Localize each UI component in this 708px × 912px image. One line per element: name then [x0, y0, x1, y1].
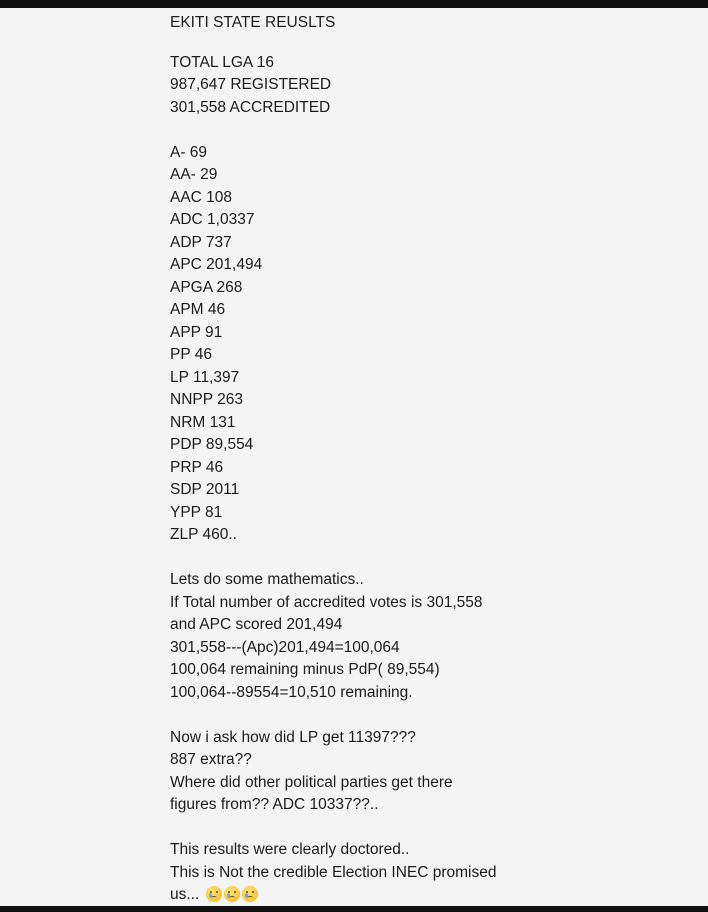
result-line: PP 46: [170, 346, 212, 363]
conclusion-last-line: [170, 884, 690, 907]
result-line: APC 201,494: [170, 256, 263, 273]
result-line: APGA 268: [170, 278, 243, 296]
math-line: and APC scored 201,494: [170, 616, 343, 633]
result-line: NRM 131: [170, 413, 236, 431]
math-line: Lets do some mathematics..: [170, 571, 364, 588]
question-line: Where did other political parties get there: [170, 773, 453, 791]
question-line: figures from?? ADC 10337??..: [170, 796, 379, 813]
summary-block: [170, 52, 690, 120]
result-line: ZLP 460..: [170, 526, 237, 543]
result-line: ADC 1,0337: [170, 211, 255, 228]
conclusion-last-text: us...: [170, 886, 200, 903]
question-line: Now i ask how did LP get 11397???: [170, 728, 416, 746]
math-line: 301,558---(Apc)201,494=100,064: [170, 638, 400, 656]
result-line: PRP 46: [170, 458, 224, 476]
conclusion-line: This is Not the credible Election INEC promised: [170, 863, 497, 881]
question-line: 887 extra??: [170, 751, 252, 768]
document-text: [170, 12, 690, 907]
math-line: 100,064 remaining minus PdP( 89,554): [170, 661, 440, 678]
bottom-border: [0, 906, 708, 912]
crying-face-icon: [242, 886, 258, 902]
result-line: YPP 81: [170, 503, 223, 521]
result-line: A- 69: [170, 143, 208, 161]
summary-line: 301,558 ACCREDITED: [170, 98, 331, 116]
result-line: ADP 737: [170, 233, 232, 251]
math-line: 100,064--89554=10,510 remaining.: [170, 683, 413, 701]
crying-face-icon: [224, 886, 240, 902]
result-line: AAC 108: [170, 188, 233, 206]
summary-line: TOTAL LGA 16: [170, 53, 274, 71]
results-list: [170, 142, 690, 547]
doc-title: EKITI STATE REUSLTS: [170, 14, 336, 31]
result-line: AA- 29: [170, 166, 218, 183]
result-line: APM 46: [170, 301, 226, 318]
math-block: [170, 569, 690, 704]
result-line: NNPP 263: [170, 391, 243, 408]
crying-face-icon: [206, 886, 222, 902]
result-line: PDP 89,554: [170, 436, 254, 453]
emoji-row: [204, 886, 258, 903]
question-block: [170, 727, 690, 817]
math-line: If Total number of accredited votes is 301,558: [170, 593, 483, 611]
conclusion-line: This results were clearly doctored..: [170, 841, 410, 858]
result-line: APP 91: [170, 323, 223, 341]
result-line: SDP 2011: [170, 481, 240, 498]
top-border: [0, 0, 708, 8]
conclusion-block: [170, 839, 690, 907]
summary-line: 987,647 REGISTERED: [170, 76, 332, 93]
result-line: LP 11,397: [170, 368, 240, 386]
